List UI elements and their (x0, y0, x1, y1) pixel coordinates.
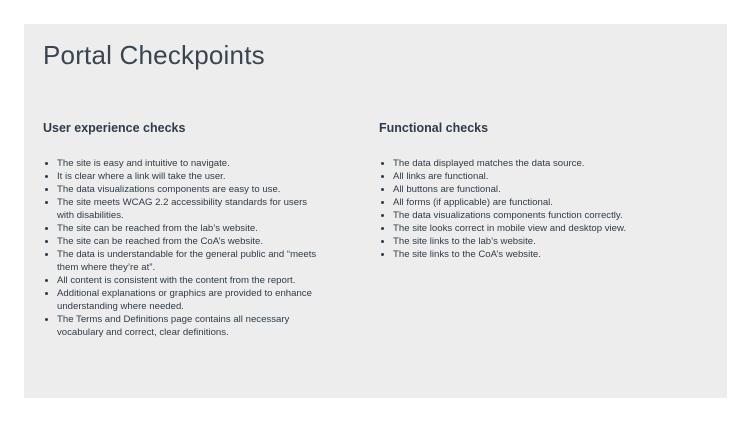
list-item: • The site links to the CoA’s website. (393, 248, 669, 261)
list-item: • The data is understandable for the general public and “meets them where they’re at”. (57, 248, 325, 274)
user-experience-checks-section (43, 120, 325, 339)
list-item: • Additional explanations or graphics are provided to enhance understanding where needed. (57, 287, 325, 313)
page-title: Portal Checkpoints (43, 40, 265, 70)
list-item: • The site can be reached from the lab’s website. (57, 222, 325, 235)
list-item: • All content is consistent with the content from the report. (57, 274, 325, 287)
slide (24, 24, 727, 398)
checklist (43, 157, 325, 339)
list-item: • All buttons are functional. (393, 183, 669, 196)
list-item: • The site meets WCAG 2.2 accessibility standards for users with disabilities. (57, 196, 325, 222)
functional-checks-section (379, 120, 669, 261)
section-heading: User experience checks (43, 121, 186, 135)
list-item: • The site is easy and intuitive to navigate. (57, 157, 325, 170)
list-item: • All forms (if applicable) are functional. (393, 196, 669, 209)
section-heading: Functional checks (379, 121, 489, 135)
list-item: • The data visualizations components function correctly. (393, 209, 669, 222)
list-item: • It is clear where a link will take the user. (57, 170, 325, 183)
list-item: • The site can be reached from the CoA’s website. (57, 235, 325, 248)
list-item: • The site links to the lab’s website. (393, 235, 669, 248)
list-item: • The data displayed matches the data source. (393, 157, 669, 170)
list-item: • The Terms and Definitions page contains all necessary vocabulary and correct, clear definitions. (57, 313, 325, 339)
checklist (379, 157, 669, 261)
list-item: • The site looks correct in mobile view and desktop view. (393, 222, 669, 235)
list-item: • The data visualizations components are easy to use. (57, 183, 325, 196)
list-item: • All links are functional. (393, 170, 669, 183)
